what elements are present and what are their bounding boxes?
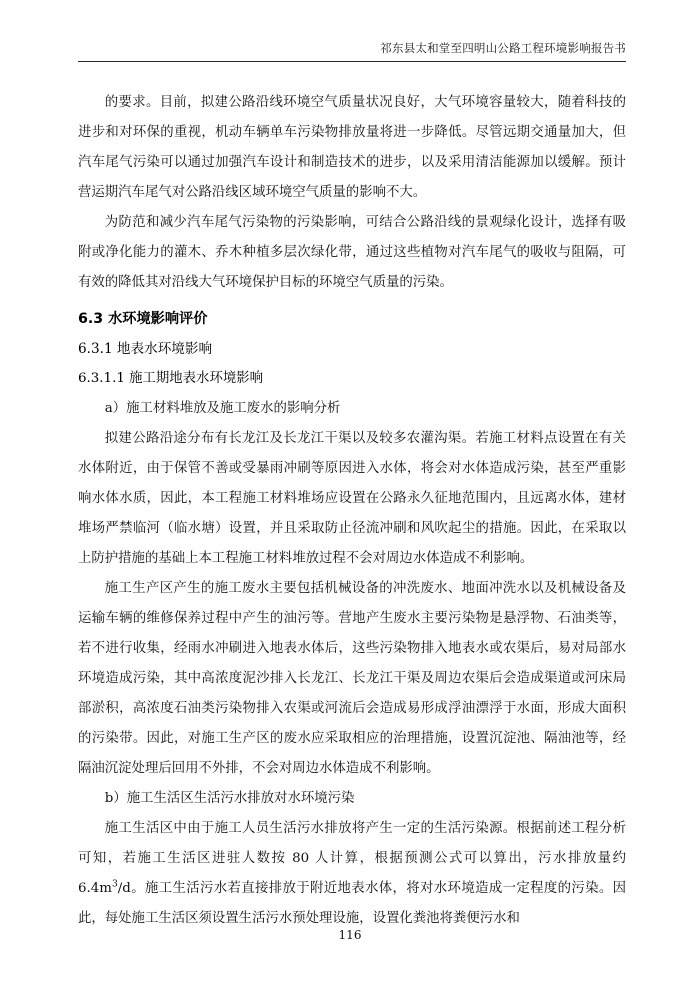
paragraph-domestic-sewage [78, 814, 626, 934]
document-body [78, 88, 626, 934]
paragraph-construction-wastewater: 施工生产区产生的施工废水主要包括机械设备的冲洗废水、地面冲洗水以及机械设备及运输车辆的维修保养过程中产生的油污等。营地产生废水主要污染物是悬浮物、石油类等，若不进行收集，经雨水冲刷进入地表水体后，这些污染物排入地表水或农渠后，易对局部水环境造成污染，其中高浓度泥沙排入长龙江、长龙江干渠及周边农渠后会造成渠道或河床局部淤积，高浓度石油类污染物排入农渠或河流后会造成易形成浮油漂浮于水面，形成大面积的污染带。因此，对施工生产区的废水应采取相应的治理措施，设置沉淀池、隔油池等，经隔油沉淀处理后回用不外排，不会对周边水体造成不利影响。 [78, 581, 626, 776]
header-divider [78, 61, 626, 62]
sewage-text-prefix: 施工生活区中由于施工人员生活污水排放将产生一定的生活污染源。根据前述工程分析可知，若施工生活区进驻人数按 80 人计算，根据预测公式可以算出，污水排放量约 6.4m [78, 821, 626, 896]
page-content-area [78, 40, 626, 934]
subsubsection-heading-6-3-1-1: 6.3.1.1 施工期地表水环境影响 [78, 371, 264, 386]
cubic-meter-exponent: 3 [112, 879, 118, 890]
sewage-text-suffix: /d。施工生活污水若直接排放于附近地表水体，将对水环境造成一定程度的污染。因此，每处施工生活区须设置生活污水预处理设施，设置化粪池将粪便污水和 [78, 881, 626, 926]
subsection-heading-6-3-1: 6.3.1 地表水环境影响 [78, 341, 213, 357]
item-a-heading: a）施工材料堆放及施工废水的影响分析 [104, 401, 341, 416]
running-header: 祁东县太和堂至四明山公路工程环境影响报告书 [380, 41, 626, 55]
paragraph-greenbelt: 为防范和减少汽车尾气污染物的污染影响，可结合公路沿线的景观绿化设计，选择有吸附或净化能力的灌木、乔木种植多层次绿化带，通过这些植物对汽车尾气的吸收与阻隔，可有效的降低其对沿线大气环境保护目标的环境空气质量的污染。 [78, 215, 626, 290]
item-b-heading: b）施工生活区生活污水排放对水环境污染 [104, 791, 355, 806]
page-number: 116 [338, 928, 362, 942]
paragraph-continuation: 的要求。目前，拟建公路沿线环境空气质量状况良好，大气环境容量较大，随着科技的进步和对环保的重视，机动车辆单车污染物排放量将进一步降低。尽管远期交通量加大，但汽车尾气污染可以通过加强汽车设计和制造技术的进步，以及采用清洁能源加以缓解。预计营运期汽车尾气对公路沿线区域环境空气质量的影响不大。 [78, 95, 626, 200]
section-heading-6-3: 6.3 水环境影响评价 [78, 311, 208, 327]
paragraph-material-stockpile: 拟建公路沿途分布有长龙江及长龙江干渠以及较多农灌沟渠。若施工材料点设置在有关水体附近，由于保管不善或受暴雨冲刷等原因进入水体，将会对水体造成污染，甚至严重影响水体水质，因此，本工程施工材料堆场应设置在公路永久征地范围内，且远离水体，建材堆场严禁临河（临水塘）设置，并且采取防止径流冲刷和风吹起尘的措施。因此，在采取以上防护措施的基础上本工程施工材料堆放过程不会对周边水体造成不利影响。 [78, 431, 626, 566]
